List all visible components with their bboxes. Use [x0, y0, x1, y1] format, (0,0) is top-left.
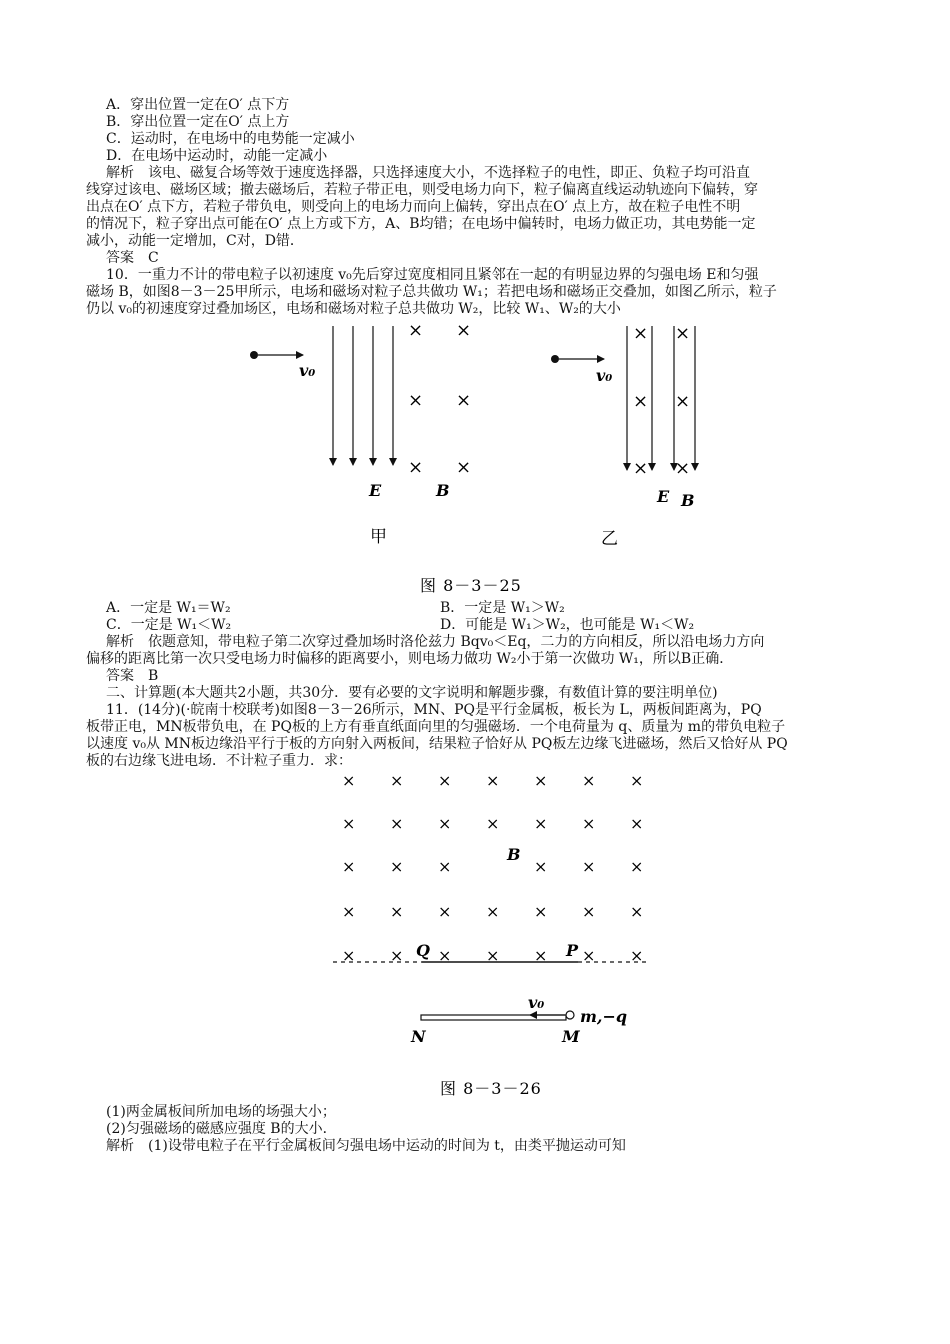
b-cross: ×: [456, 390, 472, 411]
e-label-yi: E: [657, 487, 670, 506]
b-cross: ×: [582, 946, 596, 965]
b-cross: ×: [630, 946, 644, 965]
sub-question-1: (1)两金属板间所加电场的场强大小；: [106, 1104, 336, 1120]
question-11-line4: 板的右边缘飞进电场．不计粒子重力．求：: [86, 753, 352, 769]
magnetic-field-crosses: [342, 771, 643, 965]
q-label: Q: [416, 941, 430, 960]
e-label-jia: E: [369, 481, 382, 500]
b-cross-yi: ×: [675, 458, 691, 479]
b-cross: ×: [438, 771, 452, 790]
b-cross: ×: [342, 902, 356, 921]
b-cross: ×: [408, 320, 424, 341]
b-cross: ×: [408, 457, 424, 478]
b-cross: ×: [456, 457, 472, 478]
figure-8-3-25: [0, 318, 950, 608]
b-cross: ×: [630, 771, 644, 790]
b-cross: ×: [456, 320, 472, 341]
v0-label-jia: v₀: [299, 361, 316, 380]
particle-dot-jia: [250, 351, 258, 359]
b-cross: ×: [486, 814, 500, 833]
figure-caption-26: 图 8－3－26: [440, 1079, 542, 1098]
b-cross: ×: [342, 857, 356, 876]
answer-q9: 答案 C: [106, 250, 159, 266]
b-cross: ×: [390, 814, 404, 833]
jia-label: 甲: [370, 527, 387, 547]
v0-label-yi: v₀: [596, 366, 613, 385]
m-label: M: [562, 1027, 580, 1046]
option-c-q10: C．一定是 W₁＜W₂: [106, 617, 232, 633]
question-11-line1: 11．(14分)(·皖南十校联考)如图8－3－26所示，MN、PQ是平行金属板，板长为 L，两板间距离为，PQ: [106, 702, 762, 718]
analysis-q10-line2: 偏移的距离比第一次只受电场力时偏移的距离要小，则电场力做功 W₂小于第一次做功 W₁，所以B正确．: [86, 651, 734, 667]
b-cross: ×: [582, 902, 596, 921]
analysis-q9-line5: 减小，动能一定增加，C对，D错．: [86, 233, 304, 249]
option-b-q9: B．穿出位置一定在O′ 点上方: [106, 114, 290, 130]
b-label-fig26: B: [507, 845, 521, 864]
option-b-q10: B．一定是 W₁＞W₂: [440, 600, 565, 616]
b-cross: ×: [390, 946, 404, 965]
yi-label: 乙: [601, 529, 618, 549]
b-label-jia: B: [436, 481, 450, 500]
question-10-line2: 磁场 B，如图8－3－25甲所示，电场和磁场对粒子总共做功 W₁；若把电场和磁场正交叠加，如图乙所示，粒子: [86, 284, 777, 300]
option-c-q9: C．运动时，在电场中的电势能一定减小: [106, 131, 355, 147]
b-cross: ×: [438, 946, 452, 965]
b-cross: ×: [486, 946, 500, 965]
figure-caption-25: 图 8－3－25: [420, 576, 522, 595]
b-cross: ×: [390, 857, 404, 876]
b-cross-yi: ×: [675, 391, 691, 412]
question-10-line1: 10．一重力不计的带电粒子以初速度 v₀先后穿过宽度相同且紧邻在一起的有明显边界的匀强电场 E和匀强: [106, 267, 759, 283]
p-label: P: [566, 941, 579, 960]
section-two-heading: 二、计算题(本大题共2小题，共30分．要有必要的文字说明和解题步骤，有数值计算的要注明单位): [106, 685, 718, 701]
particle-dot-yi: [551, 355, 559, 363]
b-cross: ×: [438, 857, 452, 876]
b-cross-yi: ×: [633, 391, 649, 412]
answer-q10: 答案 B: [106, 668, 159, 684]
analysis-q9-line1: 解析 该电、磁复合场等效于速度选择器，只选择速度大小，不选择粒子的电性，即正、负粒子均可沿直: [106, 165, 750, 181]
particle-label: m,−q: [580, 1007, 628, 1026]
analysis-q9-line3: 出点在O′ 点下方，若粒子带负电，则受向上的电场力而向上偏转，穿出点在O′ 点上方，故在粒子电性不明: [86, 199, 741, 215]
b-cross: ×: [390, 771, 404, 790]
b-cross: ×: [630, 814, 644, 833]
analysis-q10-line1: 解析 依题意知，带电粒子第二次穿过叠加场时洛伦兹力 Bqv₀＜Eq，二力的方向相反，所以沿电场力方向: [106, 634, 765, 650]
b-cross: ×: [342, 946, 356, 965]
analysis-q11: 解析 (1)设带电粒子在平行金属板间匀强电场中运动的时间为 t，由类平抛运动可知: [106, 1138, 626, 1154]
b-cross: ×: [582, 857, 596, 876]
b-cross: ×: [408, 390, 424, 411]
option-d-q9: D．在电场中运动时，动能一定减小: [106, 148, 328, 164]
option-d-q10: D．可能是 W₁＞W₂，也可能是 W₁＜W₂: [440, 617, 695, 633]
b-cross: ×: [342, 771, 356, 790]
analysis-q9-line2: 线穿过该电、磁场区域；撤去磁场后，若粒子带正电，则受电场力向下，粒子偏离直线运动轨迹向下偏转，穿: [86, 182, 758, 198]
b-cross: ×: [390, 902, 404, 921]
b-cross: ×: [582, 814, 596, 833]
b-cross-yi: ×: [633, 323, 649, 344]
b-cross: ×: [534, 814, 548, 833]
b-cross: ×: [534, 946, 548, 965]
b-cross: ×: [534, 902, 548, 921]
sub-question-2: (2)匀强磁场的磁感应强度 B的大小．: [106, 1121, 337, 1137]
particle: [566, 1011, 574, 1019]
question-11-line3: 以速度 v₀从 MN板边缘沿平行于板的方向射入两板间，结果粒子恰好从 PQ板左边缘飞进磁场，然后又恰好从 PQ: [86, 736, 788, 752]
b-cross: ×: [534, 771, 548, 790]
b-cross-yi: ×: [675, 323, 691, 344]
b-cross: ×: [582, 771, 596, 790]
option-a-q10: A．一定是 W₁＝W₂: [106, 600, 231, 616]
b-cross-yi: ×: [633, 458, 649, 479]
b-cross: ×: [438, 902, 452, 921]
b-cross: ×: [486, 902, 500, 921]
n-label: N: [411, 1027, 426, 1046]
option-a-q9: A．穿出位置一定在O′ 点下方: [106, 97, 290, 113]
analysis-q9-line4: 的情况下，粒子穿出点可能在O′ 点上方或下方，A、B均错；在电场中偏转时，电场力做正功，其电势能一定: [86, 216, 756, 232]
b-cross: ×: [486, 771, 500, 790]
b-cross: ×: [342, 814, 356, 833]
figure-8-3-26: [0, 768, 950, 1108]
plate-mn: [421, 1015, 566, 1020]
b-cross: ×: [630, 902, 644, 921]
b-cross: ×: [630, 857, 644, 876]
question-11-line2: 板带正电，MN板带负电，在 PQ板的上方有垂直纸面向里的匀强磁场．一个电荷量为 q、质量为 m的带负电粒子: [86, 719, 786, 735]
b-cross: ×: [438, 814, 452, 833]
question-10-line3: 仍以 v₀的初速度穿过叠加场区，电场和磁场对粒子总共做功 W₂，比较 W₁、W₂的大小: [86, 301, 621, 317]
v0-label-fig26: v₀: [528, 993, 545, 1012]
b-cross: ×: [534, 857, 548, 876]
b-label-yi: B: [681, 491, 695, 510]
